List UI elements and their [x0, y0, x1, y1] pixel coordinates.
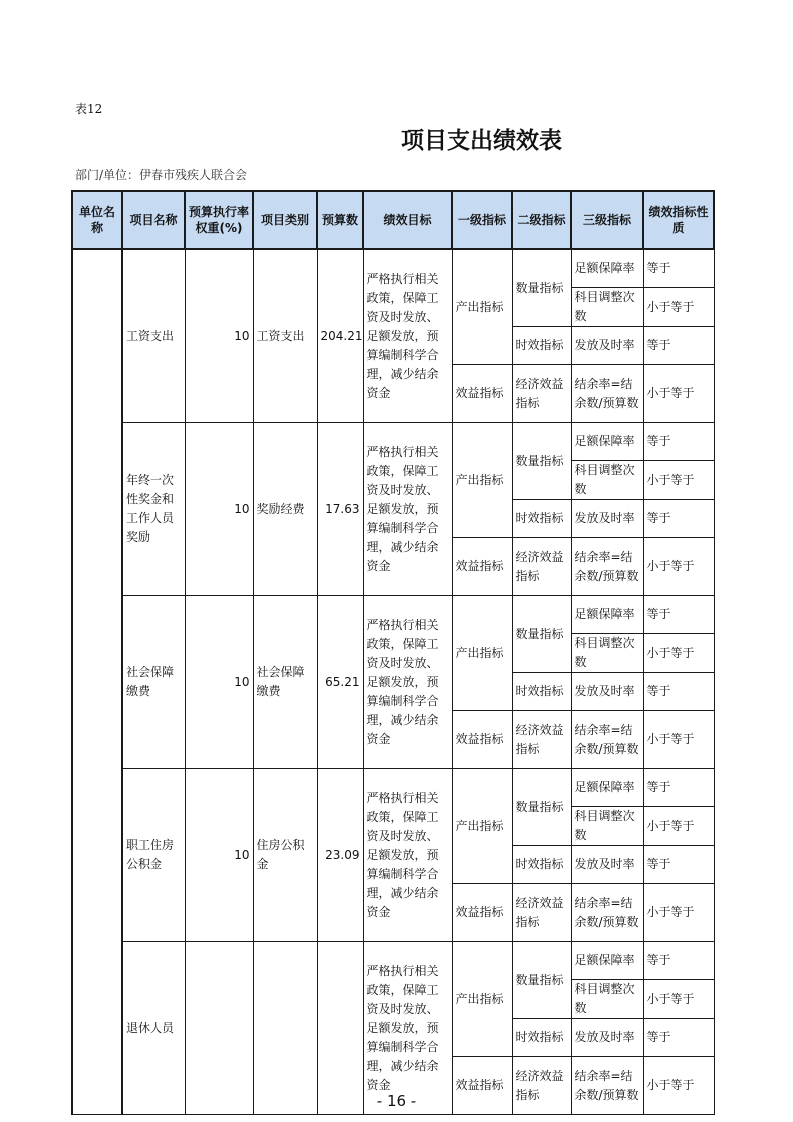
- level2-cell: 数量指标: [512, 423, 571, 500]
- level2-cell: 经济效益指标: [512, 884, 571, 942]
- nature-cell: 等于: [643, 327, 714, 365]
- level1-cell: 效益指标: [452, 1057, 512, 1115]
- level2-cell: 时效指标: [512, 500, 571, 538]
- goal-cell: 严格执行相关政策，保障工资及时发放、足额发放，预算编制科学合理，减少结余资金: [363, 249, 452, 423]
- level2-cell: 数量指标: [512, 249, 571, 327]
- page-title: 项目支出绩效表: [401, 128, 562, 154]
- level2-cell: 经济效益指标: [512, 711, 571, 769]
- nature-cell: 等于: [643, 423, 714, 461]
- nature-cell: 小于等于: [643, 288, 714, 327]
- level1-cell: 效益指标: [452, 884, 512, 942]
- level3-cell: 发放及时率: [571, 1019, 643, 1057]
- header-nature: 绩效指标性质: [643, 191, 714, 249]
- header-level1: 一级指标: [452, 191, 512, 249]
- level3-cell: 结余率=结余数/预算数: [571, 1057, 643, 1115]
- category-cell: 工资支出: [253, 249, 317, 423]
- level3-cell: 结余率=结余数/预算数: [571, 538, 643, 596]
- level1-cell: 产出指标: [452, 769, 512, 884]
- level1-cell: 效益指标: [452, 711, 512, 769]
- table-body: [72, 249, 714, 1115]
- header-weight: 预算执行率权重(%): [185, 191, 253, 249]
- nature-cell: 等于: [643, 596, 714, 634]
- department-label: 部门/单位：伊春市残疾人联合会: [75, 168, 248, 182]
- level3-cell: 足额保障率: [571, 769, 643, 807]
- nature-cell: 等于: [643, 673, 714, 711]
- budget-cell: 17.63: [317, 423, 363, 596]
- nature-cell: 等于: [643, 846, 714, 884]
- level3-cell: 足额保障率: [571, 596, 643, 634]
- header-project-name: 项目名称: [122, 191, 185, 249]
- level3-cell: 发放及时率: [571, 846, 643, 884]
- project-name-cell: 年终一次性奖金和工作人员奖励: [122, 423, 185, 596]
- level1-cell: 产出指标: [452, 942, 512, 1057]
- table-row: [72, 596, 714, 634]
- level2-cell: 时效指标: [512, 1019, 571, 1057]
- level3-cell: 科目调整次数: [571, 461, 643, 500]
- budget-cell: 204.21: [317, 249, 363, 423]
- level1-cell: 效益指标: [452, 538, 512, 596]
- goal-cell: 严格执行相关政策，保障工资及时发放、足额发放，预算编制科学合理，减少结余资金: [363, 942, 452, 1115]
- level2-cell: 经济效益指标: [512, 1057, 571, 1115]
- level2-cell: 时效指标: [512, 327, 571, 365]
- project-name-cell: 工资支出: [122, 249, 185, 423]
- nature-cell: 小于等于: [643, 1057, 714, 1115]
- unit-name-cell: [72, 249, 122, 1115]
- level3-cell: 发放及时率: [571, 500, 643, 538]
- table-row: [72, 769, 714, 807]
- header-budget: 预算数: [317, 191, 363, 249]
- level3-cell: 足额保障率: [571, 249, 643, 288]
- level2-cell: 经济效益指标: [512, 365, 571, 423]
- project-name-cell: 退休人员: [122, 942, 185, 1115]
- level2-cell: 数量指标: [512, 942, 571, 1019]
- nature-cell: 小于等于: [643, 461, 714, 500]
- budget-cell: [317, 942, 363, 1115]
- level3-cell: 结余率=结余数/预算数: [571, 711, 643, 769]
- header-level2: 二级指标: [512, 191, 571, 249]
- nature-cell: 等于: [643, 769, 714, 807]
- header-category: 项目类别: [253, 191, 317, 249]
- level3-cell: 科目调整次数: [571, 288, 643, 327]
- level2-cell: 时效指标: [512, 846, 571, 884]
- nature-cell: 等于: [643, 1019, 714, 1057]
- level3-cell: 发放及时率: [571, 327, 643, 365]
- goal-cell: 严格执行相关政策，保障工资及时发放、足额发放，预算编制科学合理，减少结余资金: [363, 423, 452, 596]
- nature-cell: 小于等于: [643, 884, 714, 942]
- project-name-cell: 职工住房公积金: [122, 769, 185, 942]
- level1-cell: 产出指标: [452, 596, 512, 711]
- level1-cell: 产出指标: [452, 423, 512, 538]
- nature-cell: 小于等于: [643, 365, 714, 423]
- nature-cell: 小于等于: [643, 711, 714, 769]
- nature-cell: 等于: [643, 942, 714, 980]
- page-number: - 16 -: [376, 1092, 417, 1110]
- weight-cell: 10: [185, 769, 253, 942]
- weight-cell: 10: [185, 249, 253, 423]
- goal-cell: 严格执行相关政策，保障工资及时发放、足额发放，预算编制科学合理，减少结余资金: [363, 769, 452, 942]
- level3-cell: 足额保障率: [571, 942, 643, 980]
- level3-cell: 结余率=结余数/预算数: [571, 365, 643, 423]
- category-cell: 奖励经费: [253, 423, 317, 596]
- level3-cell: 科目调整次数: [571, 807, 643, 846]
- nature-cell: 小于等于: [643, 807, 714, 846]
- level3-cell: 足额保障率: [571, 423, 643, 461]
- category-cell: 住房公积金: [253, 769, 317, 942]
- project-name-cell: 社会保障缴费: [122, 596, 185, 769]
- table-row: [72, 423, 714, 461]
- goal-cell: 严格执行相关政策，保障工资及时发放、足额发放，预算编制科学合理，减少结余资金: [363, 596, 452, 769]
- level3-cell: 科目调整次数: [571, 980, 643, 1019]
- nature-cell: 小于等于: [643, 634, 714, 673]
- nature-cell: 小于等于: [643, 538, 714, 596]
- level3-cell: 发放及时率: [571, 673, 643, 711]
- nature-cell: 等于: [643, 500, 714, 538]
- level2-cell: 时效指标: [512, 673, 571, 711]
- level3-cell: 结余率=结余数/预算数: [571, 884, 643, 942]
- budget-cell: 65.21: [317, 596, 363, 769]
- performance-table: [71, 190, 715, 1115]
- level1-cell: 产出指标: [452, 249, 512, 365]
- weight-cell: 10: [185, 596, 253, 769]
- budget-cell: 23.09: [317, 769, 363, 942]
- level2-cell: 数量指标: [512, 769, 571, 846]
- level2-cell: 经济效益指标: [512, 538, 571, 596]
- table-row: [72, 942, 714, 980]
- nature-cell: 小于等于: [643, 980, 714, 1019]
- weight-cell: 10: [185, 423, 253, 596]
- category-cell: [253, 942, 317, 1115]
- header-goal: 绩效目标: [363, 191, 452, 249]
- nature-cell: 等于: [643, 249, 714, 288]
- level2-cell: 数量指标: [512, 596, 571, 673]
- weight-cell: [185, 942, 253, 1115]
- header-unit: 单位名称: [72, 191, 122, 249]
- header-level3: 三级指标: [571, 191, 643, 249]
- table-label: 表12: [75, 102, 103, 116]
- category-cell: 社会保障缴费: [253, 596, 317, 769]
- table-row: [72, 249, 714, 288]
- header-row: [72, 191, 714, 249]
- level1-cell: 效益指标: [452, 365, 512, 423]
- level3-cell: 科目调整次数: [571, 634, 643, 673]
